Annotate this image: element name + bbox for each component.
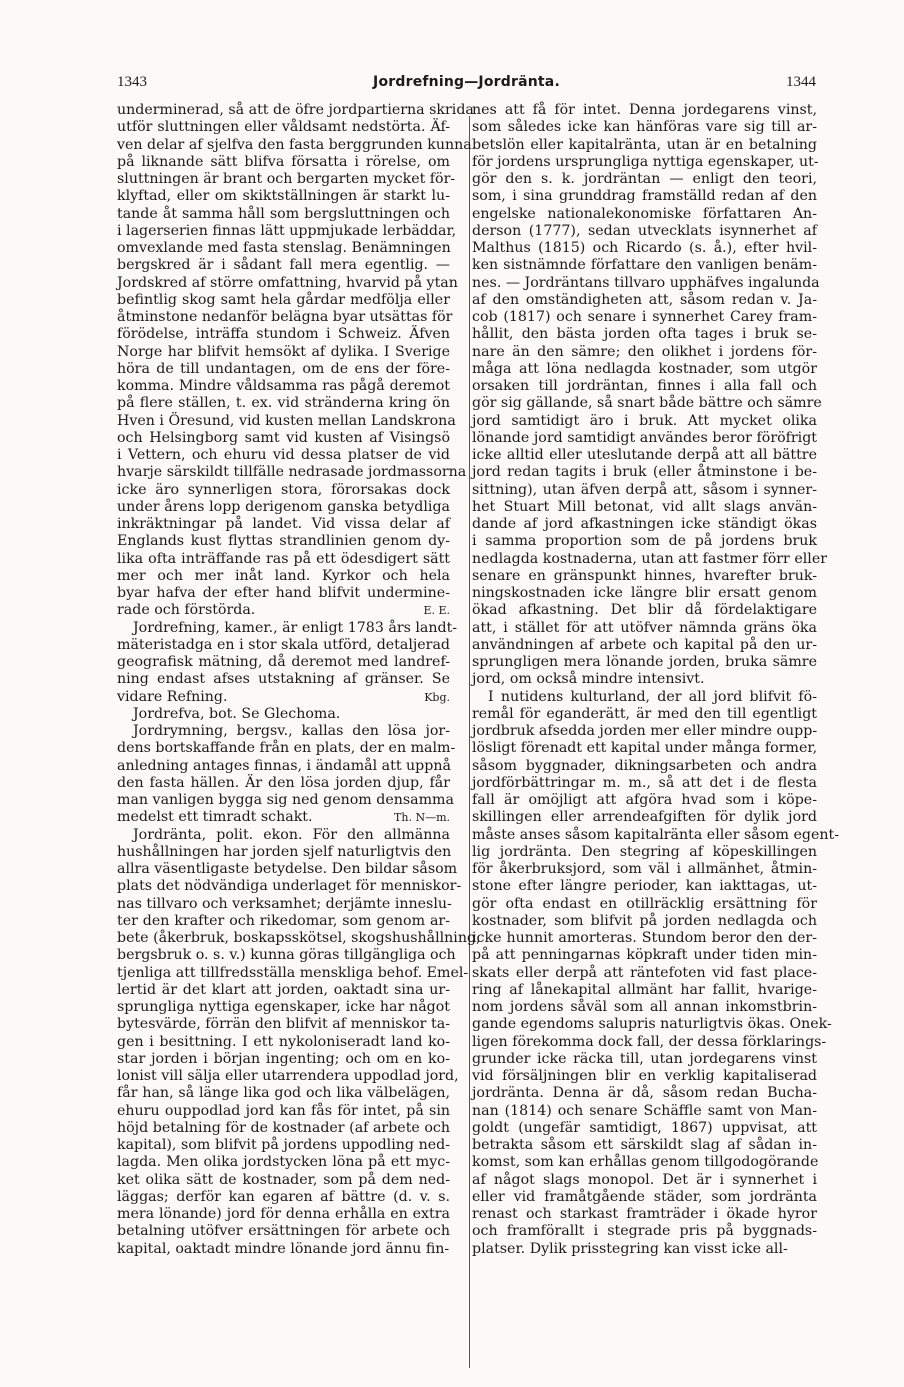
text-line: anledning antages finnas, i ändamål att uppnå: [117, 757, 451, 774]
text-line: mer och mer inåt land. Kyrkor och hela: [117, 567, 450, 584]
text-line: inkräktningar på landet. Vid vissa delar af: [117, 516, 450, 532]
text-line: nom jordens såväl som all annan inkomstbrin-: [472, 999, 817, 1015]
left-column: [117, 102, 481, 1258]
text-line: för åkerbruksjord, som väl i allmänhet, åtmin-: [472, 861, 817, 877]
text-line: betrakta såsom ett särskildt slag af sådan in-: [472, 1137, 817, 1153]
text-line: jordförbättringar m. m., så att det i de flesta: [472, 774, 817, 791]
text-line: ning endast afses utstakning af gränser. Se: [117, 671, 450, 688]
text-line: utför sluttningen eller våldsamt nedstörta. Äf-: [117, 119, 450, 136]
text-line: allra väsentligaste betydelse. Den bildar såsom: [117, 861, 458, 877]
text-line: betalning utöfver ersättningen för arbete och: [117, 1223, 450, 1240]
text-line: vidare Refning. Kbg.: [117, 688, 450, 705]
text-line: byar hafva der efter hand blifvit undermine-: [117, 585, 450, 601]
text-line: nare än den sämre; den olikhet i jordens för-: [472, 343, 817, 360]
text-line: lagda. Men olika jordstycken löna på ett myc-: [117, 1154, 450, 1171]
text-line: skillingen eller arrendeafgiften för dylik jord: [472, 809, 817, 826]
text-line: ket olika sätt de kostnader, som på dem ned-: [117, 1171, 450, 1188]
text-line: vid försäljningen blir en verklig kapitaliserad: [472, 1068, 817, 1084]
text-line: goldt (ungefär samtidigt, 1867) uppvisat, att: [472, 1119, 817, 1136]
text-line: senare en gränspunkt hinnes, hvarefter bruk-: [472, 567, 817, 584]
text-line: Jordrefning, kamer., är enligt 1783 års landt-: [133, 619, 458, 636]
text-line: nas tillvaro och verksamhet; derjämte inneslu-: [117, 895, 452, 912]
text-line: jord redan tagits i bruk (eller åtminstone i be-: [472, 464, 817, 481]
page-number-left: 1343: [117, 74, 147, 90]
text-line: underminerad, så att de öfre jordpartierna skrida: [117, 102, 474, 118]
text-line: nes. — Jordräntans tillvaro upphäfves ingalunda: [472, 274, 820, 291]
text-line: platser. Dylik prisstegring kan visst icke all-: [472, 1240, 788, 1257]
text-line: användningen af arbete och kapital på den ur-: [472, 636, 817, 653]
text-line: jordränta. Denna är då, såsom redan Bucha-: [472, 1085, 817, 1102]
text-line: jord, om också mindre intensivt.: [472, 671, 705, 688]
text-line: Hven i Öresund, vid kusten mellan Landskrona: [117, 412, 456, 429]
text-line: plats det nödvändiga underlaget för menniskor-: [117, 878, 462, 895]
text-line: får han, så länge lika god och lika välbelägen,: [117, 1085, 450, 1102]
text-line: på flere ställen, t. ex. vid stränderna kring ön: [117, 395, 450, 412]
text-line: under årens lopp derigenom ganska betydliga: [117, 498, 450, 515]
text-line: gör sig gällande, så snart både bättre och sämre: [472, 395, 822, 412]
text-line: såsom byggnader, dikningsarbeten och andra: [472, 757, 817, 774]
text-line: tjenliga att tillfredsställa menskliga behof. Emel-: [117, 964, 469, 981]
text-line: och framförallt i stegrade pris på byggnads-: [472, 1223, 817, 1240]
text-line: omvexlande med fasta stenslag. Benämningen: [117, 240, 451, 256]
text-line: stone efter längre perioder, kan iakttagas, ut-: [472, 878, 817, 895]
text-line: måste anses såsom kapitalränta eller såsom egent-: [472, 826, 839, 843]
text-line: grunder icke räcka till, utan jordegarens vinst: [472, 1050, 817, 1067]
text-line: lika ofta inträffande ras på ett ödesdigert sätt: [117, 550, 450, 567]
text-line: gen i besittning. I ett nykoloniseradt land ko-: [117, 1033, 450, 1050]
text-line: ter den krafter och rikedomar, som genom ar-: [117, 912, 450, 929]
text-line: lig jordränta. Den stegring af köpeskillingen: [472, 843, 817, 860]
text-line: man vanligen bygga sig ned genom densamma: [117, 792, 454, 808]
text-line: Jordrymning, bergsv., kallas den lösa jor-: [133, 723, 450, 739]
text-line: nan (1814) och senare Schäffle samt von Man-: [472, 1102, 817, 1119]
text-line: sprungliga nyttiga egenskaper, icke har något: [117, 999, 450, 1015]
text-line: på att penningarnas köpkraft under tiden min-: [472, 947, 817, 964]
text-line: måga att löna nedlagda kostnader, som utgör: [472, 360, 817, 377]
text-line: renast och starkast framträder i ökade hyror: [472, 1206, 817, 1222]
text-line: Norge har blifvit hemsökt af dylika. I Sverige: [117, 343, 450, 360]
text-line: sluttningen är brant och bergarten mycket för-: [117, 171, 456, 187]
text-line: fall är omöjligt att afgöra hvad som i köpe-: [472, 792, 817, 808]
text-line: icke äro synnerligen stora, förorsakas dock: [117, 481, 450, 498]
text-line: ken sistnämnde författare den vanligen benäm-: [472, 257, 817, 274]
text-line: sittning), utan äfven derpå att, såsom i synner-: [472, 481, 817, 498]
text-line: klyftad, eller om skiktställningen är starkt lu-: [117, 188, 450, 205]
text-line: bergsbruk o. s. v.) kunna göras tillgängliga och: [117, 947, 456, 964]
column-divider: [469, 116, 470, 1368]
text-line: nedlagda kostnaderna, utan att fastmer förr eller: [472, 550, 827, 567]
author-signature: E. E.: [423, 604, 450, 618]
text-line: kostnader, som blifvit på jorden nedlagda och: [472, 912, 817, 929]
text-line: Malthus (1815) och Ricardo (s. å.), efter hvil-: [472, 240, 817, 256]
text-line: som, i sina grunddrag framställd redan af den: [472, 188, 817, 205]
author-signature: Kbg.: [424, 690, 450, 704]
text-line: i samma proportion som de på jordens bruk: [472, 533, 817, 550]
text-line: komst, som kan erhållas genom tillgodogörande: [472, 1154, 819, 1171]
text-line: af något slags monopol. Det är i synnerhet i: [472, 1171, 817, 1188]
text-line: på liknande sätt blifva försatta i rörelse, om: [117, 153, 450, 170]
text-line: mera lönande) jord för denna erhålla en extra: [117, 1206, 450, 1222]
text-line: ring af lånekapital allmänt har fallit, hvarige-: [472, 981, 817, 998]
text-line: ökad afkastning. Det blir då fördelaktigare: [472, 602, 817, 619]
text-line: rade och förstörda. E. E.: [117, 602, 450, 619]
text-line: dens bortskaffande från en plats, der en malm-: [117, 740, 456, 757]
text-line: gör ofta endast en otillräcklig ersättning för: [472, 895, 817, 912]
text-line: hållit, den bästa jorden ofta tages i bruk se-: [472, 326, 817, 343]
text-line: höra de till undantagen, om de ens der före-: [117, 360, 450, 377]
text-line: icke alltid eller uteslutande derpå att all bättre: [472, 447, 817, 463]
text-line: kapital, oaktadt mindre lönande jord ännu fin-: [117, 1240, 450, 1257]
author-signature: Th. N—m.: [394, 811, 450, 825]
text-line: tande åt samma håll som bergsluttningen och: [117, 205, 450, 222]
page-number-right: 1344: [786, 74, 816, 90]
text-line: orsaken till jordräntan, finnes i alla fall och: [472, 378, 817, 394]
text-line: som således icke kan hänföras vare sig till ar-: [472, 119, 817, 136]
text-line: höjd betalning för de kostnader (af arbete och: [117, 1119, 450, 1136]
text-line: jord samtidigt äro i bruk. Att mycket olika: [472, 412, 817, 429]
text-line: befintlig skog samt hela gårdar medfölja eller: [117, 291, 450, 308]
text-line: komma. Mindre våldsamma ras pågå deremot: [117, 378, 450, 394]
text-line: läggas; derför kan egaren af bättre (d. v. s.: [117, 1188, 450, 1205]
text-line: för jordens ursprungliga nyttiga egenskaper, ut-: [472, 153, 819, 170]
text-line: derson (1777), sedan utvecklats isynnerhet af: [472, 222, 817, 239]
text-line: att, i stället för att utöfver nämnda gräns öka: [472, 619, 817, 636]
text-line: mäteristadga en i stor skala utförd, detaljerad: [117, 636, 450, 653]
text-line: ningskostnaden icke längre blir ersatt genom: [472, 585, 817, 601]
text-line: bytesvärde, förrän den blifvit af menniskor ta-: [117, 1016, 450, 1033]
text-line: Englands kust flyttas strandlinien genom dy-: [117, 533, 450, 550]
right-column: [472, 102, 839, 1258]
text-line: remål för eganderätt, är med den till egentligt: [472, 705, 817, 722]
text-line: I nutidens kulturland, der all jord blifvit fö-: [488, 688, 817, 705]
text-line: betslön eller kapitalränta, utan är en betalning: [472, 136, 817, 153]
running-title: Jordrefning—Jordränta.: [373, 74, 560, 90]
text-line: engelske nationalekonomiske författaren An-: [472, 205, 817, 222]
text-line: af den omständigheten att, såsom redan v. Ja-: [472, 291, 817, 308]
text-line: gör den s. k. jordräntan — enligt den teori,: [472, 171, 817, 187]
text-line: ligen förekomma dock fall, der dessa förklarings-: [472, 1033, 827, 1050]
text-line: i lagerserien finnas lätt uppmjukade lerbäddar,: [117, 222, 457, 239]
text-line: åtminstone nedanför belägna byar utsättas för: [117, 309, 453, 325]
text-line: hvarje särskildt tillfälle nedrasade jordmassorna: [117, 464, 467, 481]
text-line: dande af jord afkastningen icke ständigt ökas: [472, 516, 817, 532]
text-line: skats eller derpå att räntefoten vid fast place-: [472, 964, 817, 981]
text-line: lönande jord samtidigt användes beror föröfrigt: [472, 429, 817, 446]
text-line: star jorden i början ingenting; och om en ko-: [117, 1050, 450, 1067]
text-line: ehuru ouppodlad jord kan fås för intet, på sin: [117, 1102, 450, 1119]
text-line: Jordskred af större omfattning, hvarvid på ytan: [117, 274, 458, 291]
text-line: lonist vill sälja eller utarrendera uppodlad jord,: [117, 1068, 459, 1084]
text-line: cob (1817) och senare i synnerhet Carey fram-: [472, 309, 817, 325]
text-line: Jordrefva, bot. Se Glechoma.: [133, 705, 341, 722]
text-line: nes att få för intet. Denna jordegarens vinst,: [472, 102, 817, 118]
page-header: [117, 74, 816, 96]
text-line: sprungligen mera lönande jorden, bruka sämre: [472, 654, 817, 670]
text-line: medelst ett timradt schakt. Th. N—m.: [117, 809, 450, 826]
text-line: förödelse, inträffa stundom i Schweiz. Äfven: [117, 326, 450, 343]
text-line: jordbruk afsedda jorden mer eller mindre oupp-: [472, 723, 818, 739]
text-line: i Vettern, och ehuru vid dessa platser de vid: [117, 447, 450, 463]
text-line: bergskred är i sådant fall mera egentlig. —: [117, 257, 450, 274]
text-line: den fasta hällen. Är den lösa jorden djup, får: [117, 774, 450, 791]
text-line: lösligt förenadt ett kapital under många former,: [472, 740, 818, 757]
text-line: gande egendoms salupris naturligtvis ökas. Onek-: [472, 1016, 832, 1033]
text-line: ven delar af sjelfva den fasta berggrunden kunna: [117, 136, 472, 153]
text-line: het Stuart Mill betonat, vid allt slags använ-: [472, 498, 817, 515]
text-line: kapital), som blifvit på jordens uppodling ned-: [117, 1137, 450, 1153]
text-line: icke hunnit amorteras. Stundom beror den der-: [472, 930, 817, 946]
text-line: bete (åkerbruk, boskapsskötsel, skogshushållning,: [117, 930, 481, 946]
text-line: lertid är det klart att jorden, oaktadt sina ur-: [117, 981, 450, 998]
text-line: hushållningen har jorden sjelf naturligtvis den: [117, 843, 452, 860]
text-line: geografisk mätning, då deremot med landref-: [117, 654, 450, 670]
text-line: Jordränta, polit. ekon. För den allmänna: [133, 826, 450, 843]
text-line: och Helsingborg samt vid kusten af Visingsö: [117, 429, 450, 446]
text-line: eller vid framåtgående städer, som jordränta: [472, 1188, 817, 1205]
